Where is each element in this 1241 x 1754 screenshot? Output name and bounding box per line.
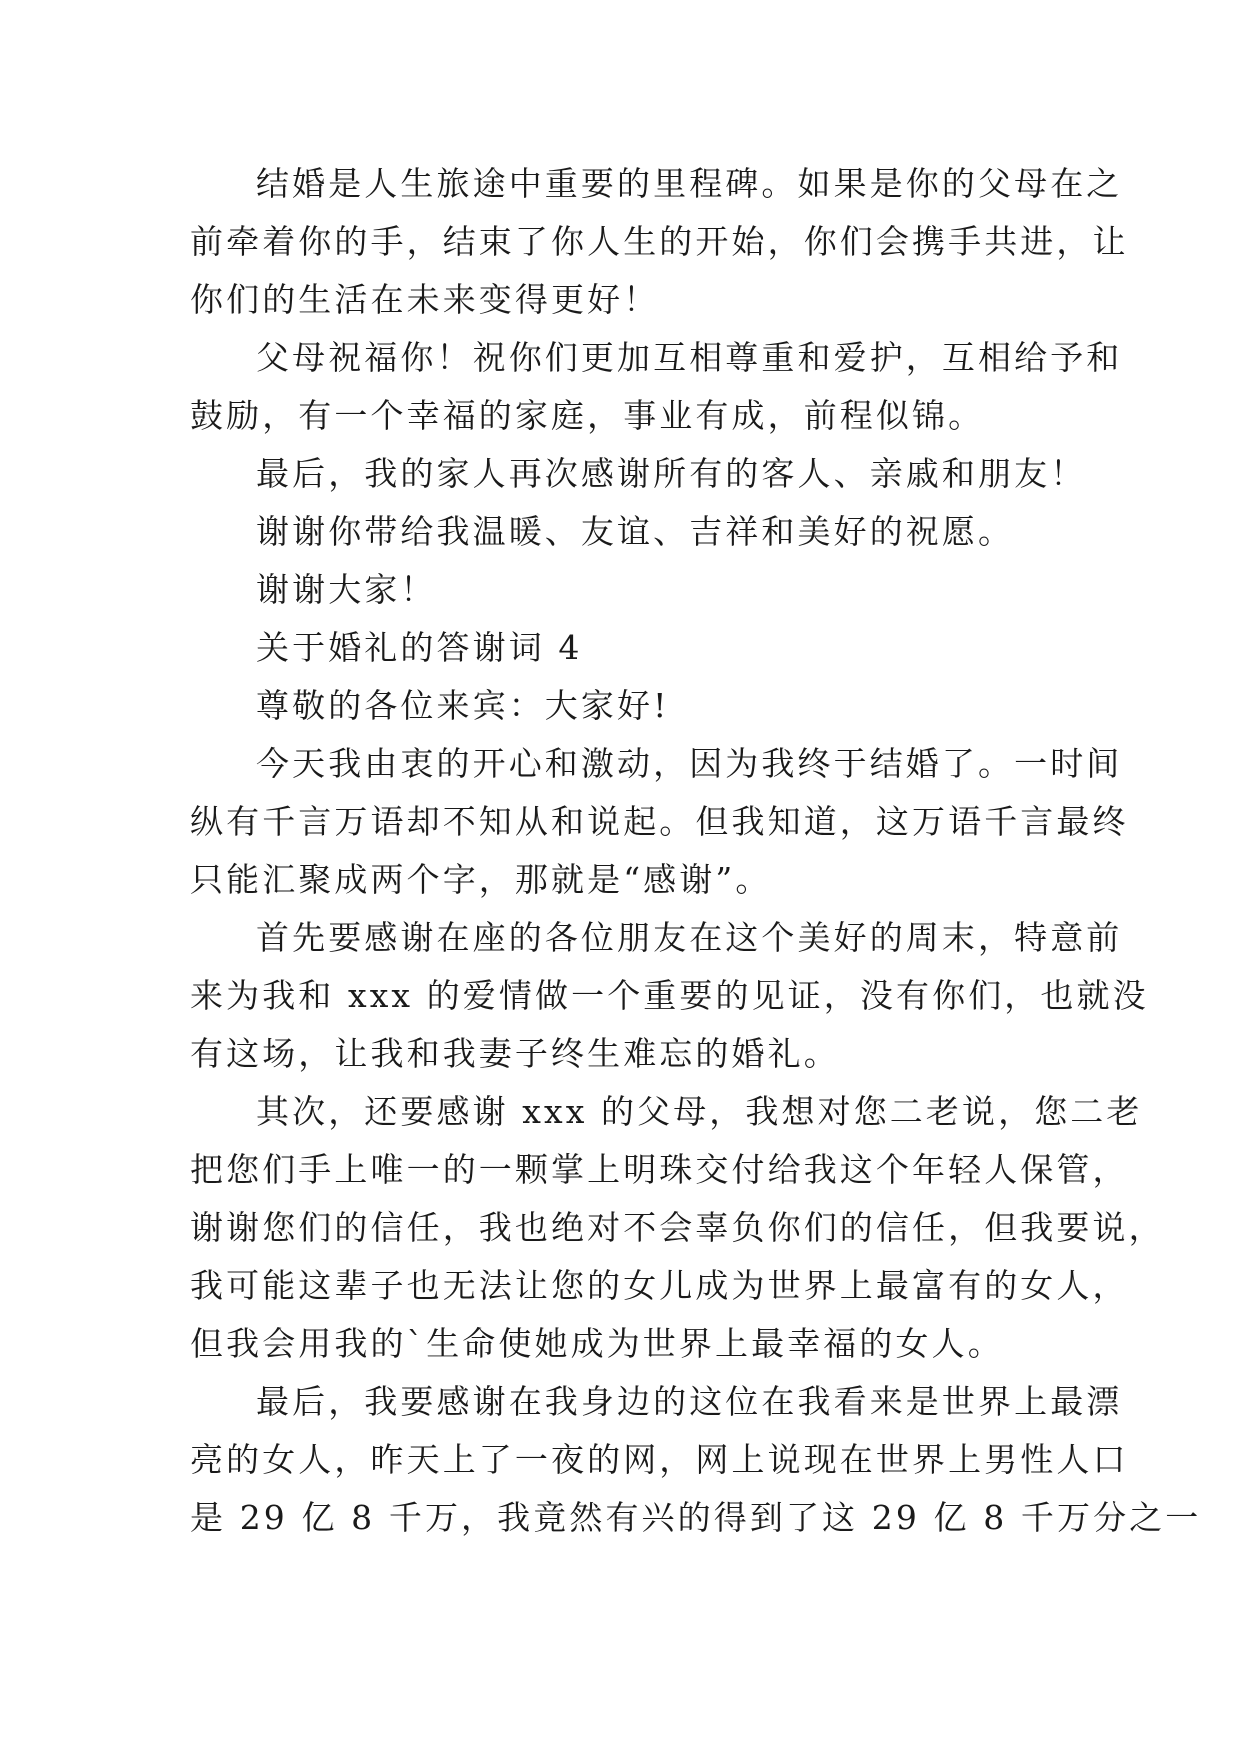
text-line: 结婚是人生旅途中重要的里程碑。如果是你的父母在之 bbox=[256, 164, 1123, 203]
text-line: 有这场，让我和我妻子终生难忘的婚礼。 bbox=[190, 1034, 840, 1073]
text-line: 来为我和 xxx 的爱情做一个重要的见证，没有你们，也就没 bbox=[190, 976, 1149, 1015]
text-line: 谢谢您们的信任，我也绝对不会辜负你们的信任，但我要说， bbox=[190, 1208, 1165, 1247]
text-line: 首先要感谢在座的各位朋友在这个美好的周末，特意前 bbox=[256, 918, 1123, 957]
text-line: 但我会用我的`生命使她成为世界上最幸福的女人。 bbox=[190, 1324, 1004, 1363]
salutation: 尊敬的各位来宾：大家好! bbox=[256, 686, 670, 725]
text-line: 纵有千言万语却不知从和说起。但我知道，这万语千言最终 bbox=[190, 802, 1129, 841]
text-line: 最后，我的家人再次感谢所有的客人、亲戚和朋友！ bbox=[256, 454, 1087, 493]
text-line: 今天我由衷的开心和激动，因为我终于结婚了。一时间 bbox=[256, 744, 1123, 783]
text-line: 是 29 亿 8 千万，我竟然有兴的得到了这 29 亿 8 千万分之一 bbox=[190, 1498, 1202, 1537]
text-line: 我可能这辈子也无法让您的女儿成为世界上最富有的女人， bbox=[190, 1266, 1129, 1305]
text-line: 父母祝福你！祝你们更加互相尊重和爱护，互相给予和 bbox=[256, 338, 1123, 377]
section-heading: 关于婚礼的答谢词 4 bbox=[256, 628, 583, 667]
text-line: 其次，还要感谢 xxx 的父母，我想对您二老说，您二老 bbox=[256, 1092, 1143, 1131]
text-line: 亮的女人，昨天上了一夜的网，网上说现在世界上男性人口 bbox=[190, 1440, 1129, 1479]
text-line: 鼓励，有一个幸福的家庭，事业有成，前程似锦。 bbox=[190, 396, 985, 435]
text-line: 谢谢你带给我温暖、友谊、吉祥和美好的祝愿。 bbox=[256, 512, 1015, 551]
text-line: 前牵着你的手，结束了你人生的开始，你们会携手共进，让 bbox=[190, 222, 1129, 261]
text-line: 只能汇聚成两个字，那就是“感谢”。 bbox=[190, 860, 772, 899]
text-line: 把您们手上唯一的一颗掌上明珠交付给我这个年轻人保管， bbox=[190, 1150, 1129, 1189]
text-line: 最后，我要感谢在我身边的这位在我看来是世界上最漂 bbox=[256, 1382, 1123, 1421]
text-line: 谢谢大家！ bbox=[256, 570, 437, 609]
text-line: 你们的生活在未来变得更好！ bbox=[190, 280, 660, 319]
